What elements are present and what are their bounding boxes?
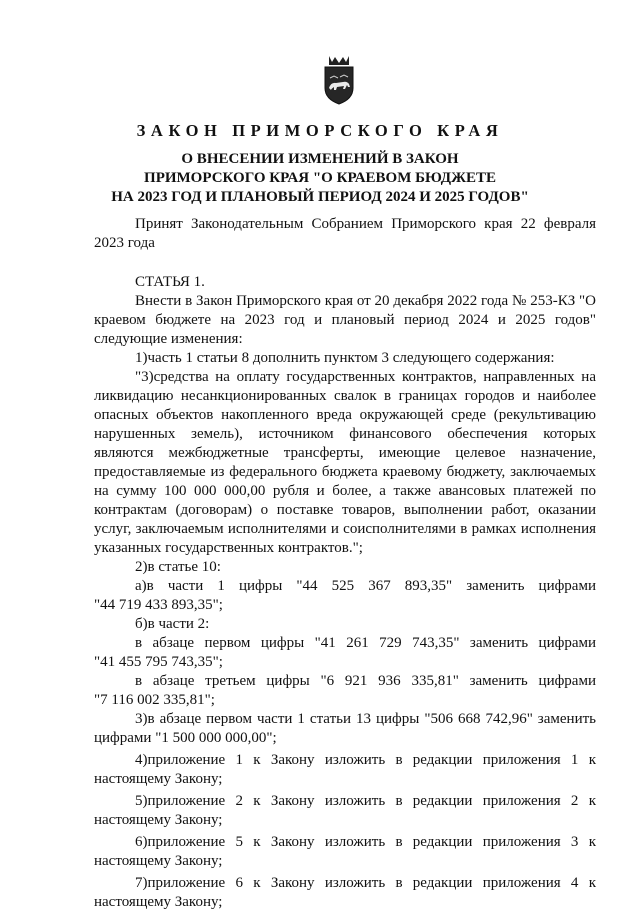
item-6-line1: 6)приложение 5 к Закону изложить в редакции приложения 3 к (135, 834, 596, 850)
item-2b2-line2: "7 116 002 335,81"; (94, 692, 215, 708)
law-title: ЗАКОН ПРИМОРСКОГО КРАЯ (136, 121, 504, 140)
item-2b: б)в части 2: (135, 616, 210, 632)
item-5-line1: 5)приложение 2 к Закону изложить в редакции приложения 2 к (135, 793, 596, 809)
item-6-line2: настоящему Закону; (94, 853, 223, 869)
item-4-line2: настоящему Закону; (94, 771, 223, 787)
item-2b1-line2: "41 455 795 743,35"; (94, 654, 223, 670)
item-2a-line2: "44 719 433 893,35"; (94, 597, 223, 613)
item-5-line2: настоящему Закону; (94, 812, 223, 828)
item-2b1-line1: в абзаце первом цифры "41 261 729 743,35" заменить цифрами (135, 635, 596, 651)
item-2a-line1: а)в части 1 цифры "44 525 367 893,35" заменить цифрами (135, 578, 596, 594)
document-body (94, 215, 596, 912)
item-7-line2: настоящему Закону; (94, 894, 223, 910)
item-7-line1: 7)приложение 6 к Закону изложить в редакции приложения 4 к (135, 875, 596, 891)
subtitle-line: ПРИМОРСКОГО КРАЯ "О КРАЕВОМ БЮДЖЕТЕ (144, 170, 496, 186)
adoption-note: Принят Законодательным Собранием Приморского края 22 февраля 2023 года (94, 216, 596, 251)
item-3-line1: 3)в абзаце первом части 1 статьи 13 цифры "506 668 742,96" заменить (135, 711, 596, 727)
coat-of-arms-icon (316, 52, 362, 106)
article-heading: СТАТЬЯ 1. (135, 274, 205, 290)
article-intro: Внести в Закон Приморского края от 20 декабря 2022 года № 253-КЗ "О краевом бюджете на 2023 год и плановый период 2024 и 2025 годов" следующие изменения: (94, 293, 596, 347)
item-2b2-line1: в абзаце третьем цифры "6 921 936 335,81" заменить цифрами (135, 673, 596, 689)
item-1: 1)часть 1 статьи 8 дополнить пунктом 3 следующего содержания: (135, 350, 555, 366)
law-subtitle (0, 150, 640, 207)
item-3-line2: цифрами "1 500 000 000,00"; (94, 730, 277, 746)
subtitle-line: О ВНЕСЕНИИ ИЗМЕНЕНИЙ В ЗАКОН (181, 151, 459, 167)
item-2: 2)в статье 10: (135, 559, 221, 575)
item-4-line1: 4)приложение 1 к Закону изложить в редакции приложения 1 к (135, 752, 596, 768)
item-1-quote: "3)средства на оплату государственных контрактов, направленных на ликвидацию несанкционированных свалок в границах городов и наиболее опасных объектов накопленного вреда окружающей среде (рекультивацию нарушенных земель), источником финансового обеспечения которых являются межбюджетные трансферты, имеющие целевое назначение, предоставляемые из федерального бюджета краевому бюджету, заключаемых на сумму 100 000 000,00 рубля и более, а также авансовых платежей по контрактам (договорам) о поставке товаров, выполнении работ, оказании услуг, заключаемым исполнителями и соисполнителями в рамках исполнения указанных государственных контрактов."; (94, 369, 596, 556)
subtitle-line: НА 2023 ГОД И ПЛАНОВЫЙ ПЕРИОД 2024 И 2025 ГОДОВ" (111, 189, 529, 205)
